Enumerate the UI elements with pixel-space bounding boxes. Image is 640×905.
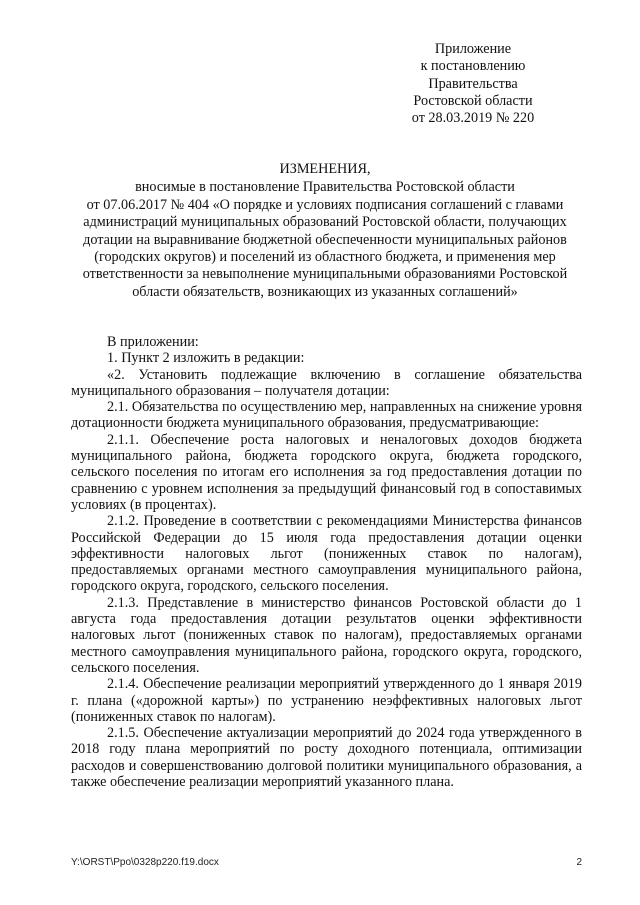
page-number: 2 <box>576 857 582 868</box>
document-title <box>70 161 580 301</box>
appendix-line: Правительства <box>428 75 518 92</box>
title-line: вносимые в постановление Правительства Ростовской области <box>135 179 515 196</box>
paragraph-2-1-2: 2.1.2. Проведение в соответствии с рекомендациями Министерства финансов Российской Федерации до 15 июля года предоставления дотации оценки эффективности налоговых льгот (пониженных ставок по налогам), предоставляемых органами местного самоуправления муниципального района, городского округа, городского, сельского поселения. <box>71 513 582 595</box>
appendix-line: Приложение <box>434 41 512 57</box>
title-line: области обязательств, возникающих из указанных соглашений» <box>132 283 518 300</box>
paragraph-2-1-4: 2.1.4. Обеспечение реализации мероприятий утвержденного до 1 января 2019 г. плана («дорожной карты») по устранению неэффективных налоговых льгот (пониженных ставок по налогам). <box>71 676 582 725</box>
title-line: администраций муниципальных образований Ростовской области, получающих <box>83 214 567 231</box>
paragraph-intro: В приложении: <box>107 334 199 350</box>
paragraph-item-1: 1. Пункт 2 изложить в редакции: <box>107 350 305 367</box>
title-line: ответственности за невыполнение муниципальными образованиями Ростовской <box>82 266 568 283</box>
paragraph-2-1: 2.1. Обязательства по осуществлению мер, направленных на снижение уровня дотационности бюджета муниципального образования, предусматривающие: <box>71 399 582 432</box>
file-path: Y:\ORST\Ppo\0328p220.f19.docx <box>71 857 219 868</box>
paragraph-2-1-5: 2.1.5. Обеспечение актуализации мероприятий до 2024 года утвержденного в 2018 году плана мероприятий по росту доходного потенциала, оптимизации расходов и совершенствованию долговой политики муниципального образования, а также обеспечение реализации мероприятий указанного плана. <box>71 725 582 791</box>
paragraph-item-2: «2. Установить подлежащие включению в соглашение обязательства муниципального образования – получателя дотации: <box>71 366 582 399</box>
title-heading: ИЗМЕНЕНИЯ, <box>279 161 371 177</box>
appendix-header <box>378 41 568 127</box>
title-line: дотации на выравнивание бюджетной обеспеченности муниципальных районов <box>83 231 567 248</box>
paragraph-2-1-3: 2.1.3. Представление в министерство финансов Ростовской области до 1 августа года предоставления дотации результатов оценки эффективности налоговых льгот (пониженных ставок по налогам), предоставляемых органами местного самоуправления муниципального района, городского округа, городского, сельского поселения. <box>71 594 582 676</box>
document-body <box>71 334 582 790</box>
title-line: (городских округов) и поселений из областного бюджета, и применения мер <box>94 249 556 266</box>
paragraph-2-1-1: 2.1.1. Обеспечение роста налоговых и неналоговых доходов бюджета муниципального района, бюджета городского округа, бюджета городского, сельского поселения по итогам его исполнения за год предоставления дотации по сравнению с уровнем исполнения за предыдущий финансовый год в сопоставимых условиях (в процентах). <box>71 431 582 513</box>
appendix-line: Ростовской области <box>413 92 533 109</box>
appendix-line: от 28.03.2019 № 220 <box>411 110 535 127</box>
title-line: от 07.06.2017 № 404 «О порядке и условиях подписания соглашений с главами <box>86 196 564 213</box>
page-footer <box>71 855 582 871</box>
appendix-line: к постановлению <box>420 58 526 75</box>
